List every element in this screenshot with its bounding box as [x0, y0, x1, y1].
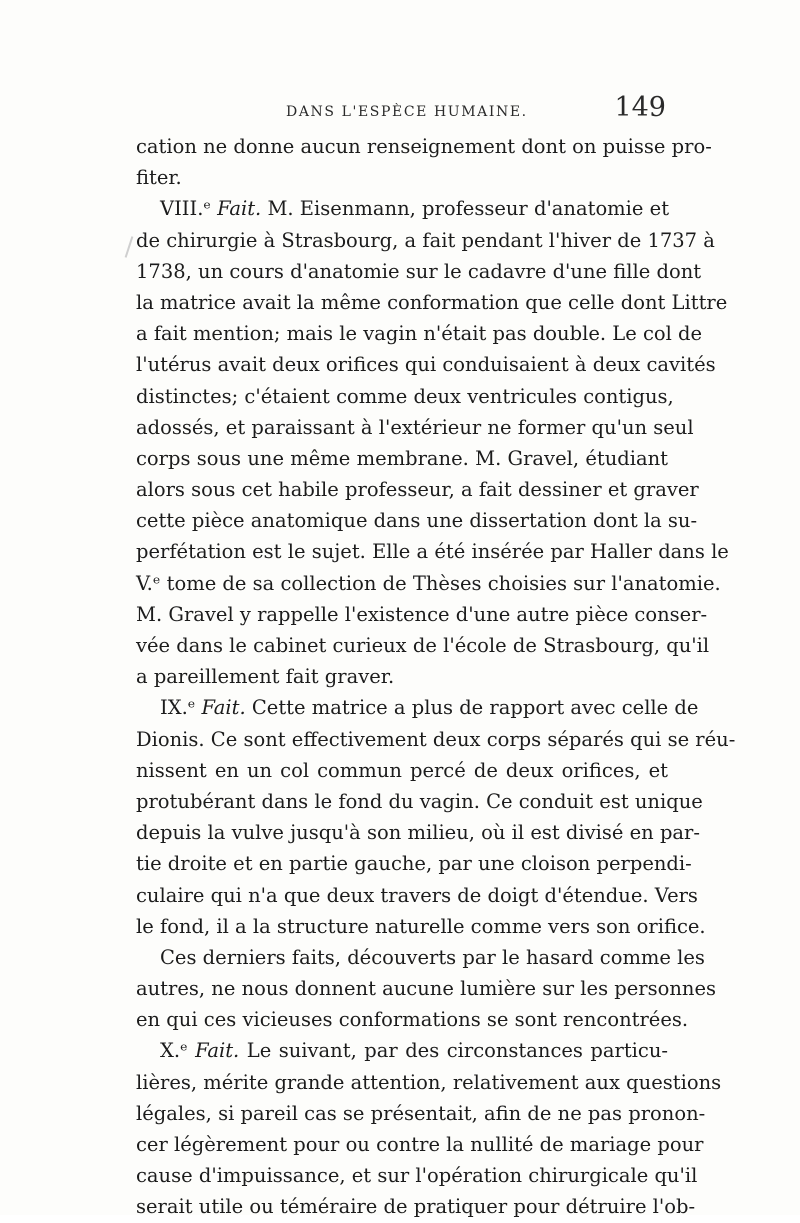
text-line: adossés, et paraissant à l'extérieur ne former qu'un seul: [136, 415, 694, 439]
text-line: cause d'impuissance, et sur l'opération chirurgicale qu'il: [136, 1164, 698, 1188]
text-line: cation ne donne aucun renseignement dont on puisse pro-: [136, 135, 712, 158]
text-line: distinctes; c'étaient comme deux ventricules contigus,: [136, 384, 674, 408]
text-line: a fait mention; mais le vagin n'était pas double. Le col de: [136, 322, 703, 346]
paragraph-start: Ces derniers faits, découverts par le hasard comme les: [160, 945, 705, 969]
text-line: V.ᵉ tome de sa collection de Thèses choisies sur l'anatomie.: [136, 571, 721, 595]
text-line: alors sous cet habile professeur, a fait dessiner et graver: [136, 478, 699, 502]
paragraph-lead-fait-10: X.ᵉ Fait. Le suivant, par des circonstances particu-: [160, 1039, 668, 1063]
text-line: cer légèrement pour ou contre la nullité de mariage pour: [136, 1133, 704, 1156]
text-line: de chirurgie à Strasbourg, a fait pendant l'hiver de 1737 à: [136, 228, 715, 252]
text-line: vée dans le cabinet curieux de l'école de Strasbourg, qu'il: [136, 634, 710, 657]
running-head: DANS L'ESPÈCE HUMAINE.: [286, 104, 528, 120]
text-line: tie droite et en partie gauche, par une cloison perpendi-: [136, 852, 692, 876]
body-text: [136, 131, 736, 1223]
text-line: corps sous une même membrane. M. Gravel, étudiant: [136, 446, 668, 470]
text-line: culaire qui n'a que deux travers de doigt d'étendue. Vers: [136, 883, 698, 907]
text-line: l'utérus avait deux orifices qui conduisaient à deux cavités: [136, 353, 716, 377]
paragraph-lead-fait-9: IX.ᵉ Fait. Cette matrice a plus de rapport avec celle de: [160, 696, 699, 720]
text-line: depuis la vulve jusqu'à son milieu, où il est divisé en par-: [136, 821, 700, 845]
print-mark: [125, 236, 134, 258]
text-line: nissent en un col commun percé de deux orifices, et: [136, 758, 668, 782]
text-line: fiter.: [136, 166, 182, 190]
text-line: 1738, un cours d'anatomie sur le cadavre d'une fille dont: [136, 259, 702, 283]
text-line: perfétation est le sujet. Elle a été insérée par Haller dans le: [136, 540, 729, 564]
text-line: autres, ne nous donnent aucune lumière sur les personnes: [136, 977, 717, 1001]
text-line: a pareillement fait graver.: [136, 665, 395, 689]
text-line: cette pièce anatomique dans une dissertation dont la su-: [136, 509, 698, 533]
text-line: M. Gravel y rappelle l'existence d'une autre pièce conser-: [136, 602, 708, 626]
text-line: le fond, il a la structure naturelle comme vers son orifice.: [136, 914, 706, 938]
text-line: Dionis. Ce sont effectivement deux corps séparés qui se réu-: [136, 727, 736, 751]
text-line: légales, si pareil cas se présentait, afin de ne pas pronon-: [136, 1101, 706, 1125]
text-line: la matrice avait la même conformation que celle dont Littre: [136, 290, 728, 314]
text-line: protubérant dans le fond du vagin. Ce conduit est unique: [136, 789, 703, 813]
text-line: serait utile ou téméraire de pratiquer pour détruire l'ob-: [136, 1195, 696, 1219]
page-number: 149: [614, 92, 666, 123]
page-header: [136, 92, 666, 128]
text-line: lières, mérite grande attention, relativement aux questions: [136, 1070, 722, 1094]
paragraph-lead-fait-8: VIII.ᵉ Fait. M. Eisenmann, professeur d'anatomie et: [160, 197, 670, 221]
text-line: en qui ces vicieuses conformations se sont rencontrées.: [136, 1008, 689, 1032]
